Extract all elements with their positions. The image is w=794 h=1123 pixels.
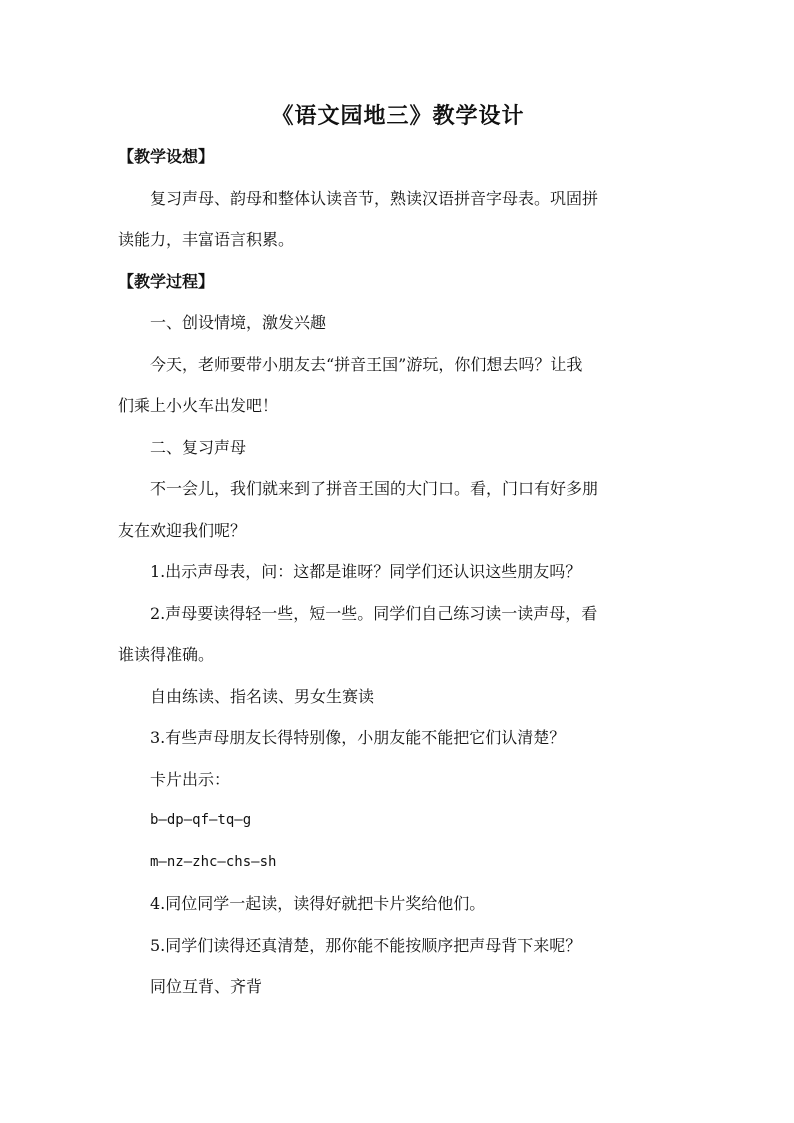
step1-heading: 一、创设情境，激发兴趣 — [150, 313, 327, 332]
step1-line1: 今天，老师要带小朋友去“拼音王国”游玩，你们想去吗？让我 — [150, 354, 583, 374]
section-heading-process: 【教学过程】 — [118, 271, 215, 291]
item-3: 3.有些声母朋友长得特别像，小朋友能不能把它们认清楚？ — [150, 728, 566, 747]
document-title: 《语文园地三》教学设计 — [271, 103, 525, 129]
item-5: 5.同学们读得还真清楚，那你能不能按顺序把声母背下来呢？ — [150, 935, 582, 955]
item-4: 4.同位同学一起读，读得好就把卡片奖给他们。 — [150, 894, 486, 913]
step2-intro-line2: 友在欢迎我们呢？ — [118, 520, 247, 540]
card-label: 卡片出示： — [150, 769, 231, 789]
item-2-line1: 2.声母要读得轻一些，短一些。同学们自己练习读一读声母，看 — [150, 603, 598, 623]
item-1: 1.出示声母表，问：这都是谁呀？同学们还认识这些朋友吗？ — [150, 562, 582, 581]
paragraph-idea-line2: 读能力，丰富语言积累。 — [118, 230, 295, 249]
practice-line-2: 同位互背、齐背 — [150, 977, 263, 996]
section-heading-idea: 【教学设想】 — [118, 147, 215, 166]
item-2-line2: 谁读得准确。 — [118, 645, 215, 664]
card-row-2: m—nz—zhc—chs—sh — [150, 853, 277, 870]
step2-intro-line1: 不一会儿，我们就来到了拼音王国的大门口。看，门口有好多朋 — [150, 479, 599, 498]
practice-line-1: 自由练读、指名读、男女生赛读 — [150, 686, 375, 706]
document-page — [118, 96, 678, 1008]
step1-line2: 们乘上小火车出发吧！ — [118, 396, 279, 415]
card-row-1: b—dp—qf—tq—g — [150, 812, 252, 828]
paragraph-idea-line1: 复习声母、韵母和整体认读音节，熟读汉语拼音字母表。巩固拼 — [150, 188, 599, 208]
step2-heading: 二、复习声母 — [150, 437, 247, 457]
